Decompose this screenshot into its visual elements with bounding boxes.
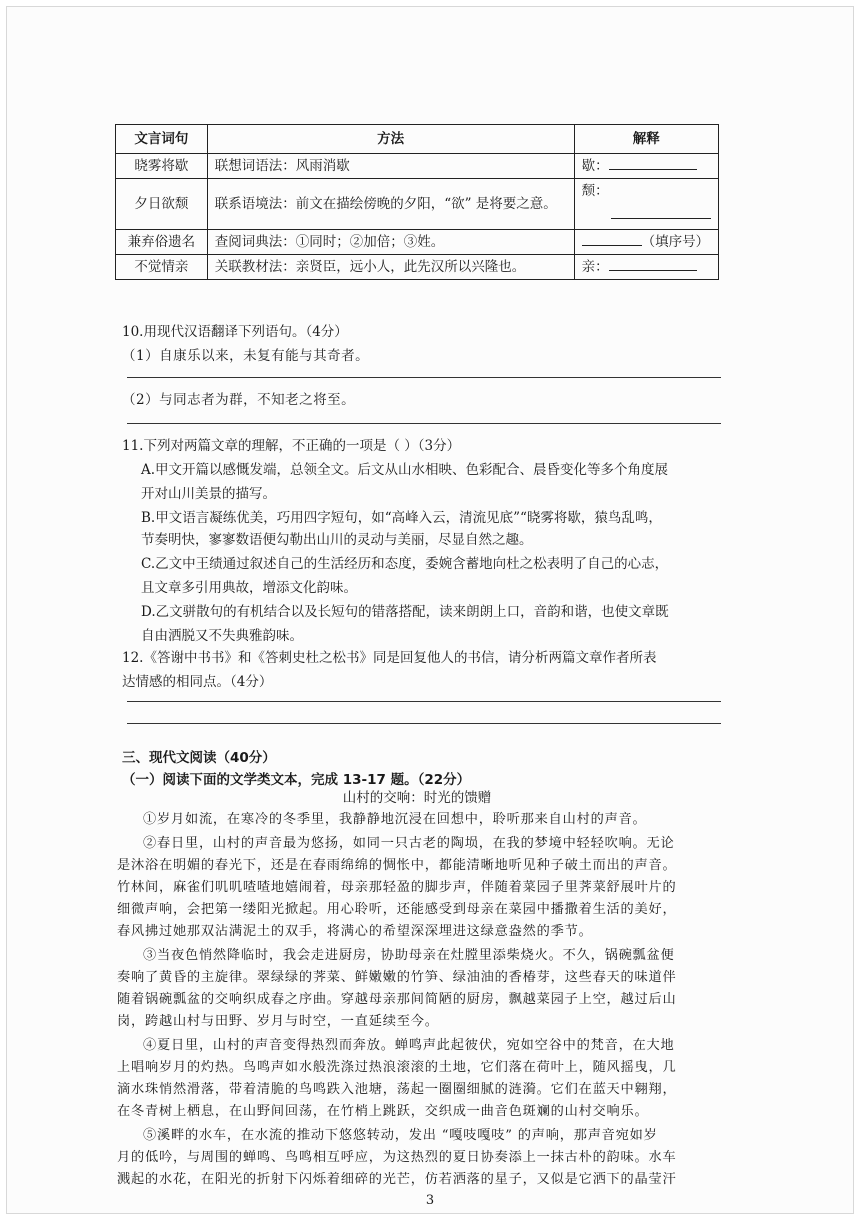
- article-paragraph-2-line: 是沐浴在明媚的春光下，还是在春雨绵绵的惆怅中，都能清晰地听见种子破土而出的声音。: [117, 858, 677, 873]
- article-paragraph-2-line: 竹林间，麻雀们叽叽喳喳地嬉闹着，母亲那轻盈的脚步声，伴随着菜园子里荠菜舒展叶片的: [117, 880, 677, 895]
- q11-option-c[interactable]: C.乙文中王绩通过叙述自己的生活经历和态度，委婉含蓄地向杜之松表明了自己的心志，: [141, 556, 669, 572]
- q10-stem: 10.用现代汉语翻译下列语句。（4分）: [122, 324, 348, 340]
- page-number: 3: [425, 1193, 435, 1208]
- header-explanation: 解释: [574, 125, 718, 154]
- explanation-cell[interactable]: 颓：: [574, 179, 718, 230]
- header-word: 文言词句: [116, 125, 208, 154]
- table-header-row: [116, 125, 719, 154]
- q11-option-b[interactable]: B.甲文语言凝练优美，巧用四字短句，如“高峰入云，清流见底”“晓雾将歇，猿鸟乱鸣，: [141, 510, 662, 526]
- table-row: [116, 255, 719, 280]
- q11-option-a-cont: 开对山川美景的描写。: [141, 486, 276, 502]
- article-paragraph-4-line: 滴水珠悄然滑落，带着清脆的鸟鸣跌入池塘，荡起一圈圈细腻的涟漪。它们在蓝天中翱翔，: [117, 1082, 677, 1097]
- explanation-cell[interactable]: 歇：: [574, 154, 718, 179]
- answer-blank[interactable]: [609, 155, 697, 170]
- table-row: [116, 230, 719, 255]
- section-subheading: （一）阅读下面的文学类文本，完成 13-17 题。（22分）: [122, 772, 471, 788]
- explanation-cell[interactable]: 亲：: [574, 255, 718, 280]
- q11-option-c-cont: 且文章多引用典故，增添文化韵味。: [141, 580, 357, 596]
- word-cell: 夕日欲颓: [116, 179, 208, 230]
- explanation-cell[interactable]: （填序号）: [574, 230, 718, 255]
- q10-sentence-1: （1）自康乐以来，未复有能与其奇者。: [122, 348, 370, 364]
- article-paragraph-4: ④夏日里，山村的声音变得热烈而奔放。蝉鸣声此起彼伏，宛如空谷中的梵音，在大地: [143, 1038, 675, 1053]
- table-row: [116, 179, 719, 230]
- word-cell: 晓雾将歇: [116, 154, 208, 179]
- q11-stem: 11.下列对两篇文章的理解，不正确的一项是（ ）（3分）: [122, 438, 461, 454]
- article-paragraph-2-line: 细微声响，会把第一缕阳光掀起。用心聆听，还能感受到母亲在菜园中播撒着生活的美好，: [117, 902, 677, 917]
- vocab-table: [115, 124, 719, 280]
- method-cell: 联想词语法：风雨消歇: [207, 154, 574, 179]
- answer-line[interactable]: [127, 377, 721, 378]
- q10-sentence-2: （2）与同志者为群，不知老之将至。: [122, 392, 356, 408]
- header-method: 方法: [207, 125, 574, 154]
- article-paragraph-4-line: 上唱响岁月的灼热。鸟鸣声如水般洗涤过热浪滚滚的土地，它们落在荷叶上，随风摇曳，几: [117, 1060, 677, 1075]
- article-paragraph-4-line: 在冬青树上栖息，在山野间回荡，在竹梢上跳跃，交织成一曲音色斑斓的山村交响乐。: [117, 1104, 649, 1119]
- article-paragraph-5: ⑤溪畔的水车，在水流的推动下悠悠转动，发出 “嘎吱嘎吱” 的声响，那声音宛如岁: [143, 1128, 658, 1143]
- q11-option-d[interactable]: D.乙文骈散句的有机结合以及长短句的错落搭配，读来朗朗上口，音韵和谐，也使文章既: [141, 604, 669, 620]
- method-cell: 查阅词典法：①同时；②加倍；③姓。: [207, 230, 574, 255]
- q12-stem: 12.《答谢中书书》和《答刺史杜之松书》同是回复他人的书信，请分析两篇文章作者所表: [122, 650, 657, 666]
- answer-line[interactable]: [127, 701, 721, 702]
- word-cell: 兼弃俗遗名: [116, 230, 208, 255]
- table-row: [116, 154, 719, 179]
- article-paragraph-3-line: 岗，跨越山村与田野、岁月与时空，一直延续至今。: [117, 1014, 439, 1029]
- article-paragraph-3-line: 奏响了黄昏的主旋律。翠绿绿的荠菜、鲜嫩嫩的竹笋、绿油油的香椿芽，这些春天的味道伴: [117, 970, 677, 985]
- answer-line[interactable]: [127, 723, 721, 724]
- article-paragraph-1: ①岁月如流，在寒冷的冬季里，我静静地沉浸在回想中，聆听那来自山村的声音。: [143, 812, 647, 827]
- answer-line[interactable]: [127, 423, 721, 424]
- method-cell: 联系语境法：前文在描绘傍晚的夕阳，“欲” 是将要之意。: [207, 179, 574, 230]
- q11-option-a[interactable]: A.甲文开篇以感慨发端，总领全文。后文从山水相映、色彩配合、晨昏变化等多个角度展: [141, 462, 669, 478]
- article-paragraph-5-line: 溅起的水花，在阳光的折射下闪烁着细碎的光芒，仿若洒落的星子，又似是它洒下的晶莹汗: [117, 1172, 677, 1187]
- article-paragraph-2: ②春日里，山村的声音最为悠扬，如同一只古老的陶埙，在我的梦境中轻轻吹响。无论: [143, 836, 675, 851]
- method-cell: 关联教材法：亲贤臣，远小人，此先汉所以兴隆也。: [207, 255, 574, 280]
- article-paragraph-5-line: 月的低吟，与周围的蝉鸣、鸟鸣相互呼应，为这热烈的夏日协奏添上一抹古朴的韵味。水车: [117, 1150, 677, 1165]
- word-cell: 不觉情亲: [116, 255, 208, 280]
- section-heading: 三、现代文阅读（40分）: [122, 750, 276, 766]
- exam-page: [7, 7, 853, 1213]
- answer-blank[interactable]: [611, 204, 711, 219]
- article-title: 山村的交响：时光的馈赠: [342, 790, 492, 806]
- q11-option-b-cont: 节奏明快，寥寥数语便勾勒出山川的灵动与美丽，尽显自然之趣。: [141, 532, 533, 548]
- answer-blank[interactable]: [609, 256, 697, 271]
- answer-blank[interactable]: [582, 231, 642, 246]
- article-paragraph-2-line: 春风拂过她那双沾满泥土的双手，将满心的希望深深埋进这绿意盎然的季节。: [117, 924, 593, 939]
- article-paragraph-3-line: 随着锅碗瓢盆的交响织成春之序曲。穿越母亲那间简陋的厨房，飘越菜园子上空，越过后山: [117, 992, 677, 1007]
- article-paragraph-3: ③当夜色悄然降临时，我会走进厨房，协助母亲在灶膛里添柴烧火。不久，锅碗瓢盆便: [143, 948, 675, 963]
- q11-option-d-cont: 自由洒脱又不失典雅韵味。: [141, 628, 303, 644]
- q12-stem-cont: 达情感的相同点。（4分）: [122, 674, 273, 690]
